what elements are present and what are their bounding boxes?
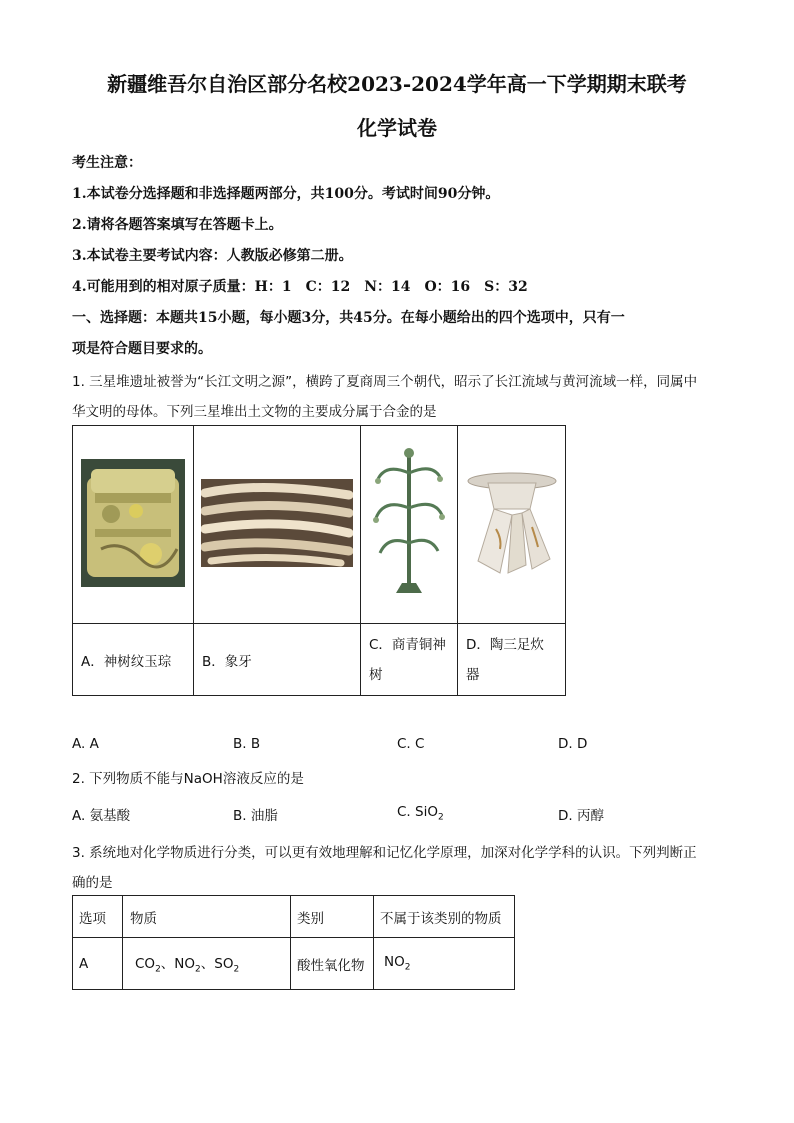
q1-stem-line1: 1. 三星堆遗址被誉为“长江文明之源”，横跨了夏商周三个朝代，昭示了长江流域与黄河流域一样，同属中 (72, 374, 698, 390)
q3-stem-line2: 确的是 (72, 875, 113, 891)
q3-row-a-substances: $CO_2$、$NO_2$、$SO_2$ (123, 938, 291, 990)
q2-answer-b: B. 油脂 (233, 808, 278, 824)
q3-stem-line1: 3. 系统地对化学物质进行分类，可以更有效地理解和记忆化学原理，加深对化学学科的认识。下列判断正 (72, 845, 697, 861)
option-c-cell (361, 624, 458, 696)
q2-answer-c (397, 804, 444, 823)
q3-header-option: 选项 (73, 896, 123, 938)
q2-stem: 2. 下列物质不能与NaOH溶液反应的是 (72, 771, 304, 787)
notice-item-1: 1.本试卷分选择题和非选择题两部分，共100分。考试时间90分钟。 (72, 186, 500, 202)
q1-stem-line2: 华文明的母体。下列三星堆出土文物的主要成分属于合金的是 (72, 404, 437, 420)
q1-answer-a: A. A (72, 736, 99, 752)
q3-row-a-category: 酸性氧化物 (291, 938, 374, 990)
exam-title: 新疆维吾尔自治区部分名校2023-2024学年高一下学期期末联考 (107, 72, 687, 96)
q1-answer-d: D. D (558, 736, 588, 752)
q3-table (72, 895, 515, 990)
option-d-label-line2: 器 (466, 666, 480, 683)
q3-header-substance: 物质 (123, 896, 291, 938)
section-heading-line2: 项是符合题目要求的。 (72, 341, 212, 357)
notice-heading: 考生注意： (72, 155, 142, 171)
q2-answer-c-sub: 2 (437, 812, 444, 823)
q3-row-a-option: A (73, 938, 123, 990)
q3-row-a-exception: $NO_2$ (374, 938, 515, 990)
ivory-image (201, 479, 353, 567)
q2-answer-c-text: C. SiO (397, 804, 438, 820)
jade-cong-image-cell (73, 426, 194, 624)
q1-answer-c: C. C (397, 736, 425, 752)
bronze-tree-image-cell (361, 426, 458, 624)
notice-item-2: 2.请将各题答案填写在答题卡上。 (72, 217, 283, 233)
option-b-label: B．象牙 (202, 653, 252, 670)
exam-subtitle: 化学试卷 (357, 116, 437, 140)
q2-answer-a: A. 氨基酸 (72, 808, 131, 824)
option-c-label-line1: C．商青铜神 (369, 636, 446, 653)
option-a-label: A．神树纹玉琮 (81, 653, 172, 670)
option-d-label-line1: D．陶三足炊 (466, 636, 544, 653)
q1-answer-b: B. B (233, 736, 261, 752)
q3-header-category: 类别 (291, 896, 374, 938)
pottery-image (466, 469, 558, 577)
bronze-tree-image (366, 443, 452, 603)
jade-cong-image (81, 459, 185, 587)
option-a-cell (73, 624, 194, 696)
notice-item-4: 4.可能用到的相对原子质量：H：1 C：12 N：14 O：16 S：32 (72, 279, 528, 295)
q3-header-exception: 不属于该类别的物质 (374, 896, 515, 938)
pottery-image-cell (458, 426, 566, 624)
q2-answer-d: D. 丙醇 (558, 808, 604, 824)
option-b-cell (194, 624, 361, 696)
q1-image-table (72, 425, 566, 696)
option-d-cell (458, 624, 566, 696)
notice-item-3: 3.本试卷主要考试内容：人教版必修第二册。 (72, 248, 353, 264)
ivory-image-cell (194, 426, 361, 624)
section-heading-line1: 一、选择题：本题共15小题，每小题3分，共45分。在每小题给出的四个选项中，只有一 (72, 310, 625, 326)
option-c-label-line2: 树 (369, 666, 383, 683)
